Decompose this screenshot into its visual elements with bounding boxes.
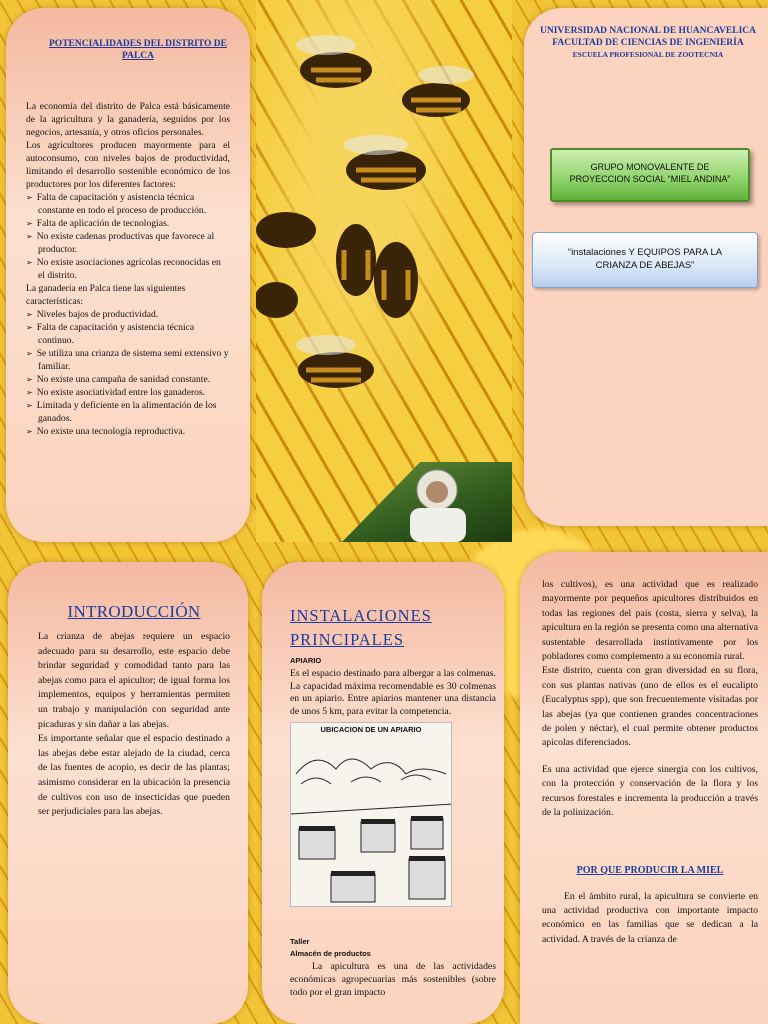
list-item: ➢ Limitada y deficiente en la alimentación de los ganados.	[26, 399, 230, 425]
paragraph: Es importante señalar que el espacio destinado a las abejas debe estar alejado de la ciudad, cerca de las fuentes de acopio, es decir de las plantas; asimismo considerar en la ubicación la presencia de cultivos con uso de insecticidas que pueden ser perjudiciales para las abejas.	[38, 733, 230, 818]
paragraph: La crianza de abejas requiere un espacio adecuado para su desarrollo, este espacio debe brindar seguridad y comodidad tanto para las abejas como para el apicultor; de igual forma los implementos, equipos y herramientas permiten un trabajo y manipulación con seguridad ante picaduras y sin dañar a las abejas.	[38, 631, 230, 730]
heading-line-2: PRINCIPALES	[290, 630, 405, 649]
paragraph: Los agricultores producen mayormente para el autoconsumo, con niveles bajos de productividad, limitando el desarrollo sostenible económico de los productores por los diferentes factores:	[26, 140, 230, 190]
list-item: ➢ No existe una campaña de sanidad constante.	[26, 373, 230, 386]
group-line-1: GRUPO MONOVALENTE DE	[590, 162, 710, 172]
list-item: ➢ No existe cadenas productivas que favorece al productor.	[26, 230, 230, 256]
panel-title: POTENCIALIDADES DEL DISTRITO DE PALCA	[49, 39, 227, 61]
paragraph: Es el espacio destinado para albergar a las colmenas. La capacidad máxima recomendable es 30 colmenas en un apiario. Entre apiarios mantener una distancia de unos 5 km, para evitar la competencia.	[290, 668, 496, 717]
paragraph: Este distrito, cuenta con gran diversidad en su flora, con sus plantas nativas (uno de ellos es el eucalipto (Eucalyptus spp), que son frecuentemente visitadas por las abejas (ya que contienen grandes concentraciones de polen y néctar), el cual permite obtener productos apícolas diferenciados.	[542, 665, 758, 749]
subheading-apiario: APIARIO	[290, 656, 322, 665]
beekeeper-photo	[342, 462, 512, 542]
list-item: ➢ Falta de capacitación y asistencia técnica constante en todo el proceso de producción.	[26, 191, 230, 217]
heading-line-1: INSTALACIONES	[290, 606, 432, 625]
list-item: ➢ Niveles bajos de productividad.	[26, 308, 230, 321]
paragraph: los cultivos), es una actividad que es realizado mayormente por pequeños apicultores distribuidos en todas las regiones del país (costa, sierra y selva), la apicultura en la región se presenta como una alternativa sustentable desarrollada instintivamente por los pobladores como complemento a su economía rural.	[542, 579, 758, 663]
group-line-2: PROYECCION SOCIAL “MIEL ANDINA”	[569, 174, 731, 184]
panel-cover	[524, 8, 768, 526]
bees-illustration	[256, 0, 512, 470]
paragraph: La economía del distrito de Palca está básicamente de la agricultura y la ganadería, seguidos por los negocios, artesanía, y otros oficios personales.	[26, 101, 230, 138]
subheading-taller: Taller	[290, 937, 310, 947]
list-item: ➢ Falta de aplicación de tecnologías.	[26, 217, 230, 230]
panel-introduccion	[8, 562, 248, 1024]
topic-line-1: “instalaciones Y EQUIPOS PARA LA	[567, 247, 723, 258]
topic-box	[532, 232, 758, 288]
topic-line-2: CRIANZA DE ABEJAS”	[595, 259, 695, 271]
faculty-name: FACULTAD DE CIENCIAS DE INGENIERÍA	[552, 37, 744, 48]
section-heading	[290, 604, 496, 652]
list-item: ➢ Falta de capacitación y asistencia técnica continuo.	[26, 321, 230, 347]
list-item: ➢ No existe una tecnología reproductiva.	[26, 425, 230, 438]
apiario-figure	[290, 722, 452, 907]
paragraph: En el ámbito rural, la apicultura se convierte en una actividad productiva con importante impacto económico en las familias que se dedican a la actividad. A través de la crianza de	[542, 890, 758, 945]
list-item: ➢ No existe asociaciones agrícolas reconocidas en el distrito.	[26, 256, 230, 282]
list-item: ➢ No existe asociatividad entre los ganaderos.	[26, 386, 230, 399]
section-heading: POR QUE PRODUCIR LA MIEL	[576, 864, 724, 876]
list-item: ➢ Se utiliza una crianza de sistema semi extensivo y familiar.	[26, 347, 230, 373]
section-heading: INTRODUCCIÓN	[67, 602, 201, 621]
paragraph: Es una actividad que ejerce sinergia con los cultivos, con la protección y conservación de la flora y los recursos forestales e incrementa la producción a través de la polinización.	[542, 763, 758, 819]
paragraph: La apicultura es una de las actividades económicas agropecuarias más sostenibles (sobre todo por el gran impacto	[290, 961, 496, 998]
figure-caption: UBICACION DE UN APIARIO	[320, 725, 422, 735]
subheading-almacen: Almacén de productos	[290, 949, 371, 959]
bees-honeycomb-image	[256, 0, 512, 542]
university-header	[538, 26, 758, 61]
panel-potencialidades	[6, 8, 250, 542]
university-name: UNIVERSIDAD NACIONAL DE HUANCAVELICA	[540, 26, 756, 36]
school-name: ESCUELA PROFESIONAL DE ZOOTECNIA	[572, 50, 724, 59]
panel-instalaciones	[262, 562, 504, 1024]
panel-apicultura	[520, 552, 768, 1024]
group-name-box	[550, 148, 750, 202]
paragraph: La ganadería en Palca tiene las siguientes características:	[26, 283, 186, 307]
apiario-drawing	[291, 734, 452, 904]
